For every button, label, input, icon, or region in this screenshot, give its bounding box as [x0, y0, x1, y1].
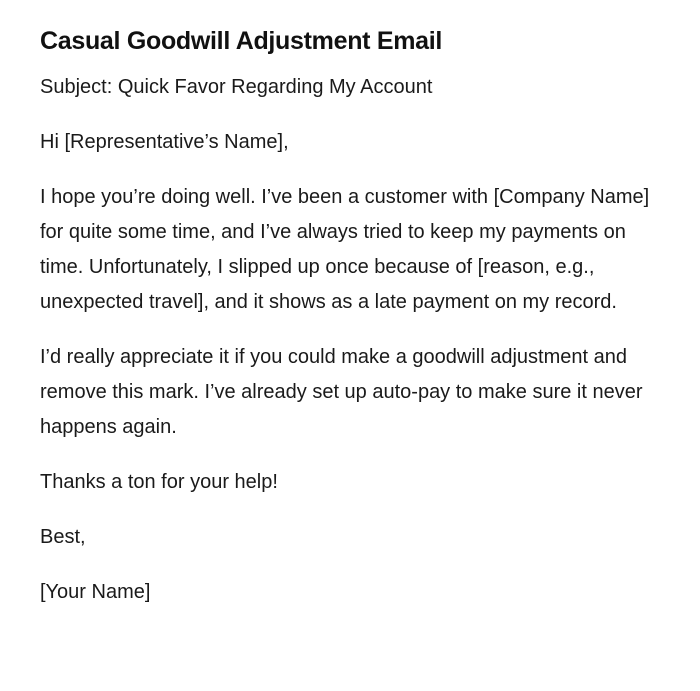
email-signature: [Your Name] [40, 581, 151, 603]
page-title: Casual Goodwill Adjustment Email [40, 27, 443, 55]
email-body-paragraph-1: I hope you’re doing well. I’ve been a customer with [Company Name] for quite some time, and I’ve always tried to keep my payments on time. Unfortunately, I slipped up once because of [reason, e.g., unexpected travel], and it shows as a late payment on my record. [40, 186, 650, 313]
email-body-paragraph-2: I’d really appreciate it if you could make a goodwill adjustment and remove this mark. I’ve already set up auto-pay to make sure it never happens again. [40, 346, 643, 438]
email-subject: Subject: Quick Favor Regarding My Account [40, 76, 433, 98]
email-thanks: Thanks a ton for your help! [40, 471, 278, 493]
email-greeting: Hi [Representative’s Name], [40, 131, 289, 153]
email-signoff: Best, [40, 526, 86, 548]
